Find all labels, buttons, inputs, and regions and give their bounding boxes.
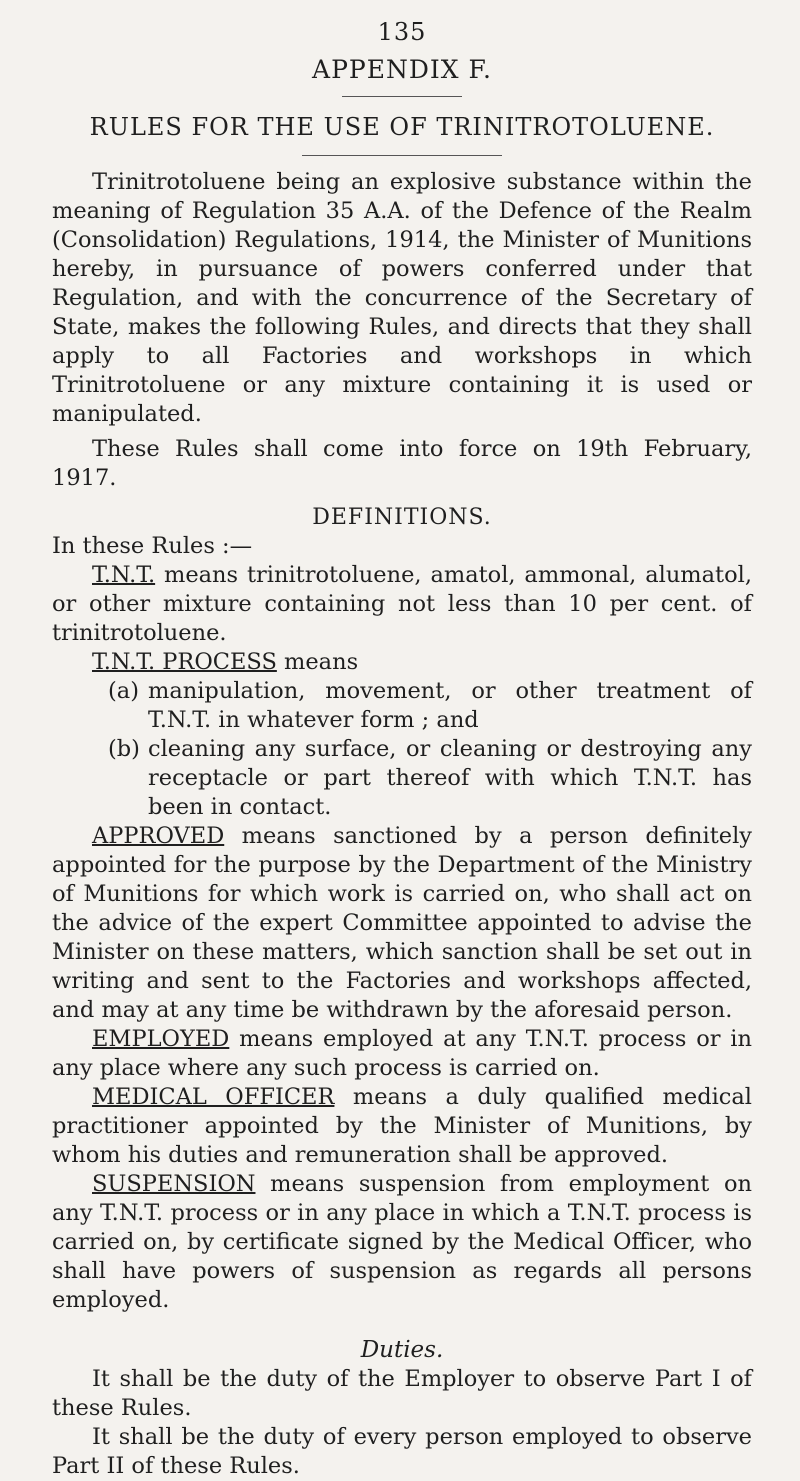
page-number: 135 [377,18,427,46]
definition-tnt [52,561,752,648]
list-item-text: manipulation, movement, or other treatment of T.N.T. in whatever form ; and [148,678,752,733]
definition-term: T.N.T. PROCESS [92,649,277,675]
definition-term: SUSPENSION [92,1171,256,1197]
effective-date-paragraph: These Rules shall come into force on 19th February, 1917. [52,436,752,491]
list-marker: (a) [108,678,139,704]
definition-text: means a duly qualified medical practitioner appointed by the Minister of Munitions, by whom his duties and remuneration shall be approved. [52,1084,753,1168]
definition-suspension [52,1170,752,1315]
duties-heading: Duties. [360,1337,444,1363]
definitions-heading: DEFINITIONS. [312,505,492,530]
definition-medical-officer [52,1083,752,1170]
definition-text: means sanctioned by a person definitely appointed for the purpose by the Department of the Ministry of Munitions for which work is carried on, who shall act on the advice of the expert Committee appointed to advise the Minister on these matters, which sanction shall be set out in writing and sent to the Factories and workshops affected, and may at any time be withdrawn by the aforesaid person. [52,823,752,1023]
definition-tnt-process [52,648,752,677]
list-item-text: cleaning any surface, or cleaning or destroying any receptacle or part thereof with which T.N.T. has been in contact. [148,736,752,820]
definition-employed [52,1025,752,1083]
duty-employed-paragraph: It shall be the duty of every person employed to observe Part II of these Rules. [52,1424,752,1479]
process-items-list [52,677,752,822]
definition-term: T.N.T. [92,562,156,588]
list-item [108,677,752,735]
duty-employer-paragraph: It shall be the duty of the Employer to observe Part I of these Rules. [52,1366,752,1421]
definition-term: EMPLOYED [92,1026,230,1052]
definition-approved [52,822,752,1025]
intro-paragraph: Trinitrotoluene being an explosive substance within the meaning of Regulation 35 A.A. of the Defence of the Realm (Consolidation) Regulations, 1914, the Minister of Munitions hereby, in pursuance of powers conferred under that Regulation, and with the concurrence of the Secretary of State, makes the following Rules, and directs that they shall apply to all Factories and workshops in which Trinitrotoluene or any mixture containing it is used or manipulated. [52,169,752,427]
definitions-intro: In these Rules :— [52,533,253,559]
definition-text: means suspension from employment on any T.N.T. process or in any place in which a T.N.T. process is carried on, by certificate signed by the Medical Officer, who shall have powers of suspension as regards all persons employed. [52,1171,752,1313]
definition-text: means employed at any T.N.T. process or in any place where any such process is carried on. [52,1026,752,1081]
definition-term: MEDICAL OFFICER [92,1084,335,1110]
definition-term: APPROVED [92,823,225,849]
list-item [108,735,752,822]
appendix-heading: APPENDIX F. [312,55,492,84]
divider-rule [302,155,502,156]
list-marker: (b) [108,736,140,762]
definition-text: means [276,649,359,675]
divider-rule [342,96,462,97]
definition-text: means trinitrotoluene, amatol, ammonal, alumatol, or other mixture containing not less than 10 per cent. of trinitrotoluene. [52,562,752,646]
document-title: RULES FOR THE USE OF TRINITROTOLUENE. [89,113,715,141]
